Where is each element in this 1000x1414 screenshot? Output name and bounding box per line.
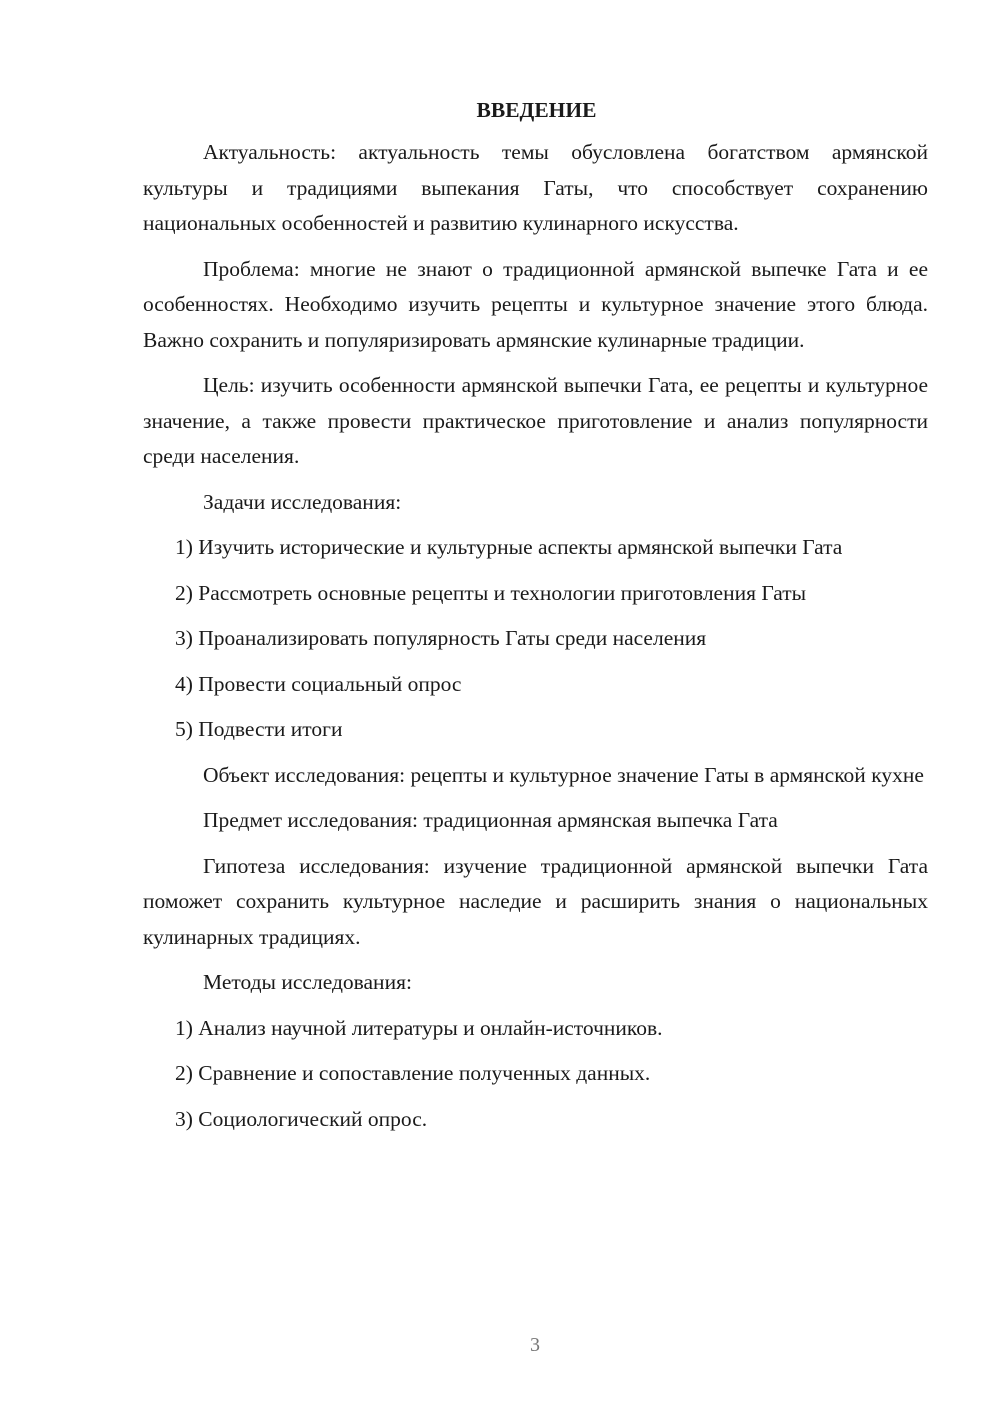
page-number: 3	[530, 1334, 540, 1356]
methods-heading: Методы исследования:	[203, 970, 412, 994]
relevance-paragraph: Актуальность: актуальность темы обусловлена богатством армянской культуры и традициями выпекания Гаты, что способствует сохранению национальных особенностей и развитию кулинарного искусства.	[143, 140, 928, 235]
subject-paragraph: Предмет исследования: традиционная армянская выпечка Гата	[203, 808, 778, 832]
document-page	[143, 95, 928, 1147]
section-title: ВВЕДЕНИЕ	[476, 98, 597, 122]
task-item: 4) Провести социальный опрос	[175, 671, 462, 696]
problem-paragraph: Проблема: многие не знают о традиционной армянской выпечке Гата и ее особенностях. Необходимо изучить рецепты и культурное значение этого блюда. Важно сохранить и популяризировать армянские кулинарные традиции.	[143, 256, 928, 352]
method-item: 1) Анализ научной литературы и онлайн-источников.	[175, 1015, 663, 1040]
goal-paragraph: Цель: изучить особенности армянской выпечки Гата, ее рецепты и культурное значение, а также провести практическое приготовление и анализ популярности среди населения.	[143, 373, 928, 468]
method-item: 2) Сравнение и сопоставление полученных данных.	[175, 1061, 651, 1085]
object-paragraph: Объект исследования: рецепты и культурное значение Гаты в армянской кухне	[203, 762, 924, 787]
task-item: 5) Подвести итоги	[175, 717, 343, 741]
task-item: 2) Рассмотреть основные рецепты и технологии приготовления Гаты	[175, 580, 807, 605]
task-item: 1) Изучить исторические и культурные аспекты армянской выпечки Гата	[175, 535, 843, 559]
task-item: 3) Проанализировать популярность Гаты среди населения	[175, 626, 707, 650]
tasks-heading: Задачи исследования:	[203, 489, 402, 514]
method-item: 3) Социологический опрос.	[175, 1106, 428, 1131]
hypothesis-paragraph: Гипотеза исследования: изучение традиционной армянской выпечки Гата поможет сохранить культурное наследие и расширить знания о национальных кулинарных традициях.	[143, 853, 928, 949]
